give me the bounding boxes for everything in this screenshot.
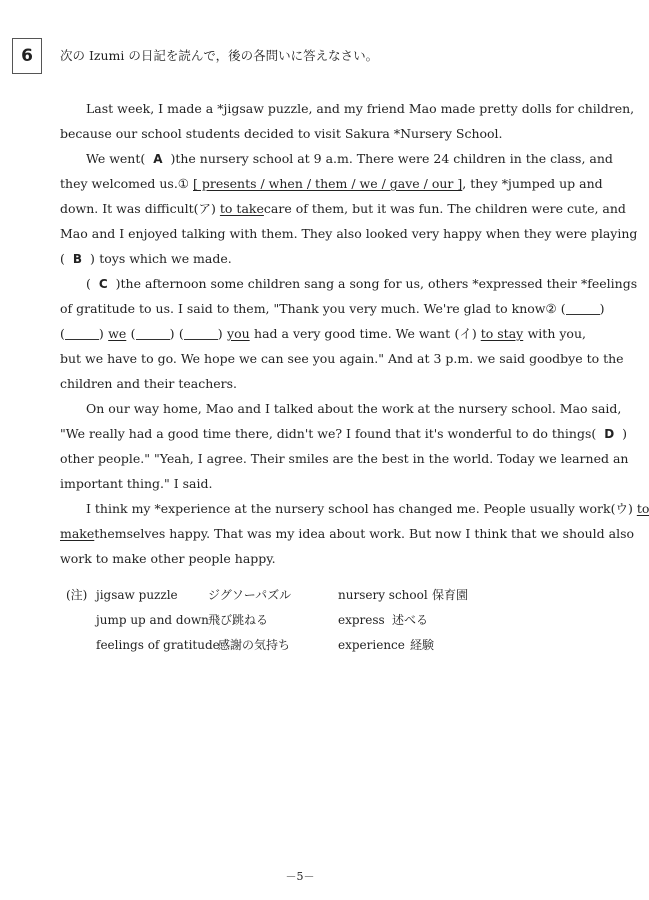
note-term: experience [338, 638, 405, 652]
passage-line: important thing." I said. [60, 476, 213, 491]
underline-ki: (イ) to stay [454, 326, 524, 341]
passage-line: they welcomed us. ① [ presents / when / them / we / gave / our ] , they *jumped up and [60, 171, 586, 196]
passage-line: make themselves happy. That was my idea about work. But now I think that we should also [60, 526, 635, 541]
passage-line: children and their teachers. [60, 376, 238, 391]
passage-line: Last week, I made a *jigsaw puzzle, and my friend Mao made pretty dolls for children, [86, 101, 635, 116]
instruction: 次の Izumi の日記を読んで，後の各問いに答えなさい。 [60, 48, 379, 63]
underline-ku: (ウ) to [610, 501, 649, 516]
note-term: feelings of gratitude [96, 638, 220, 652]
blank-D: ( D ) [591, 426, 628, 441]
blank-A: ( A ) [140, 151, 176, 166]
question-number: 6 [21, 46, 33, 66]
underline-ka: (ア) to take [193, 201, 264, 216]
passage-line: We went ( A ) the nursery school at 9 a.m. There were 24 children in the class, and [60, 146, 586, 171]
note-term: express [338, 613, 385, 627]
passage-line: ( C ) the afternoon some children sang a song for us, others *expressed their *feelings [60, 271, 586, 296]
note-translation: 保育園 [432, 588, 469, 602]
note-translation: 感謝の気持ち [218, 638, 291, 652]
passage-line: work to make other people happy. [60, 551, 276, 566]
question-2-blank-4: ( ) [178, 326, 223, 341]
passage-line: because our school students decided to visit Sakura *Nursery School. [60, 126, 503, 141]
note-term: jump up and down [96, 613, 209, 627]
passage-line: "We really had a good time there, didn't we? I found that it's wonderful to do things ( D ) [60, 421, 586, 446]
notes-label: (注) [66, 588, 88, 602]
question-number-box [12, 38, 42, 74]
note-term: jigsaw puzzle [96, 588, 178, 602]
page-number: －5－ [285, 870, 315, 883]
blank-B: ( B ) [60, 251, 95, 266]
vocabulary-notes [66, 583, 586, 658]
passage-line: ( B ) toys which we made. [60, 246, 586, 271]
note-translation: 飛び跳ねる [208, 613, 269, 627]
question-2-blank-2: ( ) [60, 326, 104, 341]
blank-C: ( C ) [86, 276, 121, 291]
passage-line: ( ) we ( ) ( ) you had a very good time. We want (イ) to stay with you, [60, 321, 586, 346]
passage-line: other people." "Yeah, I agree. Their smiles are the best in the world. Today we learned an [60, 451, 629, 466]
note-translation: 述べる [392, 613, 429, 627]
passage-line: Mao and I enjoyed talking with them. They also looked very happy when they were playing [60, 226, 638, 241]
question-2-blank-3: ( ) [130, 326, 175, 341]
note-translation: 経験 [410, 638, 435, 652]
passage-line: but we have to go. We hope we can see you again." And at 3 p.m. we said goodbye to the [60, 351, 624, 366]
passage-line: of gratitude to us. I said to them, "Thank you very much. We're glad to know ② ( ) [60, 296, 586, 321]
note-translation: ジグソーパズル [208, 588, 292, 602]
diary-passage [60, 96, 649, 571]
passage-line: down. It was difficult (ア) to take care of them, but it was fun. The children were cute, and [60, 196, 586, 221]
reorder-question-1: ① [ presents / when / them / we / gave / our ] [177, 176, 463, 191]
note-term: nursery school [338, 588, 428, 602]
passage-line: I think my *experience at the nursery school has changed me. People usually work (ウ) to [60, 496, 586, 521]
question-2-blank-1: ② ( ) [545, 301, 605, 316]
passage-line: On our way home, Mao and I talked about the work at the nursery school. Mao said, [86, 401, 622, 416]
